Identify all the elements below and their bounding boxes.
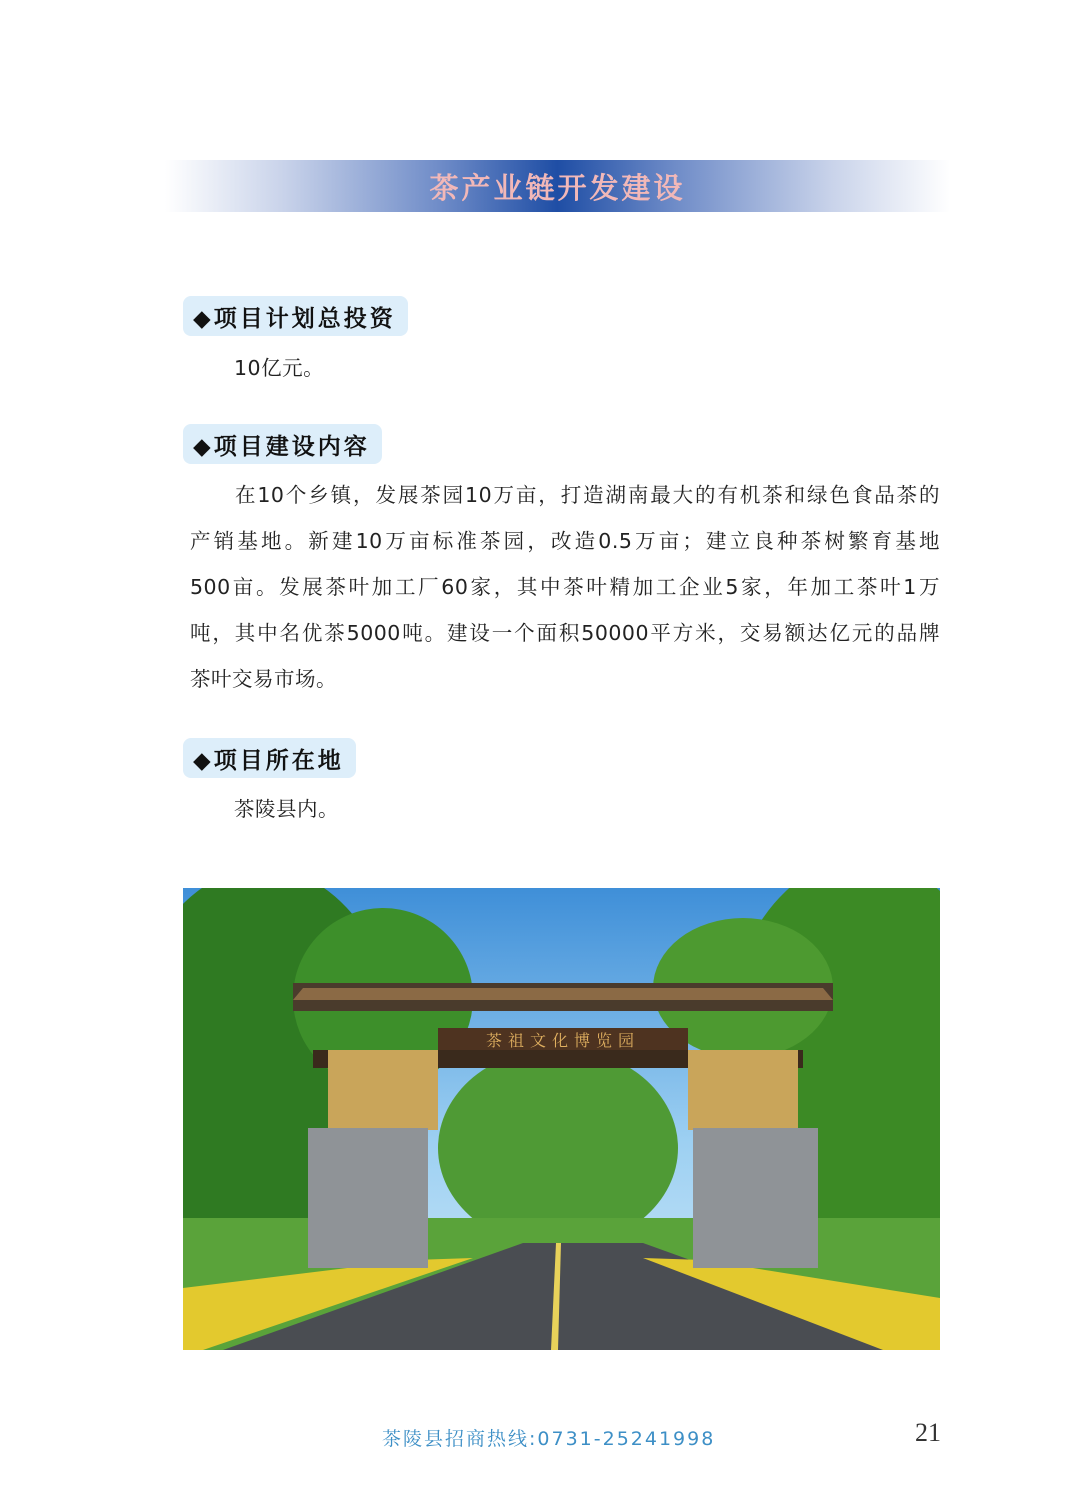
text-line: 10亿元。 [234,356,325,380]
page-title: 茶产业链开发建设 [429,170,686,205]
hotline-footer: 茶陵县招商热线:0731-25241998 [382,1428,716,1450]
tea-park-gate-photo [183,888,940,1350]
gate-sign: 茶祖文化博览园 [485,1031,641,1050]
text-line: 茶叶交易市场。 [190,667,337,691]
location-text [234,786,984,832]
gate-illustration [183,888,940,1350]
section-heading-content: ◆项目建设内容 [183,424,382,464]
text-line: 产销基地。新建10万亩标准茶园，改造0.5万亩；建立良种茶树繁育基地 [190,529,940,553]
content-text [190,472,940,702]
text-line: 吨，其中名优茶5000吨。建设一个面积50000平方米，交易额达亿元的品牌 [190,621,940,645]
text-line: 茶陵县内。 [234,797,339,821]
title-banner [165,160,950,212]
section-heading-location: ◆项目所在地 [183,738,356,778]
investment-text [234,345,984,391]
page-number: 21 [915,1418,941,1447]
text-line: 500亩。发展茶叶加工厂60家，其中茶叶精加工企业5家，年加工茶叶1万 [190,575,940,599]
text-line: 在10个乡镇，发展茶园10万亩，打造湖南最大的有机茶和绿色食品茶的 [235,483,940,507]
section-heading-investment: ◆项目计划总投资 [183,296,408,336]
